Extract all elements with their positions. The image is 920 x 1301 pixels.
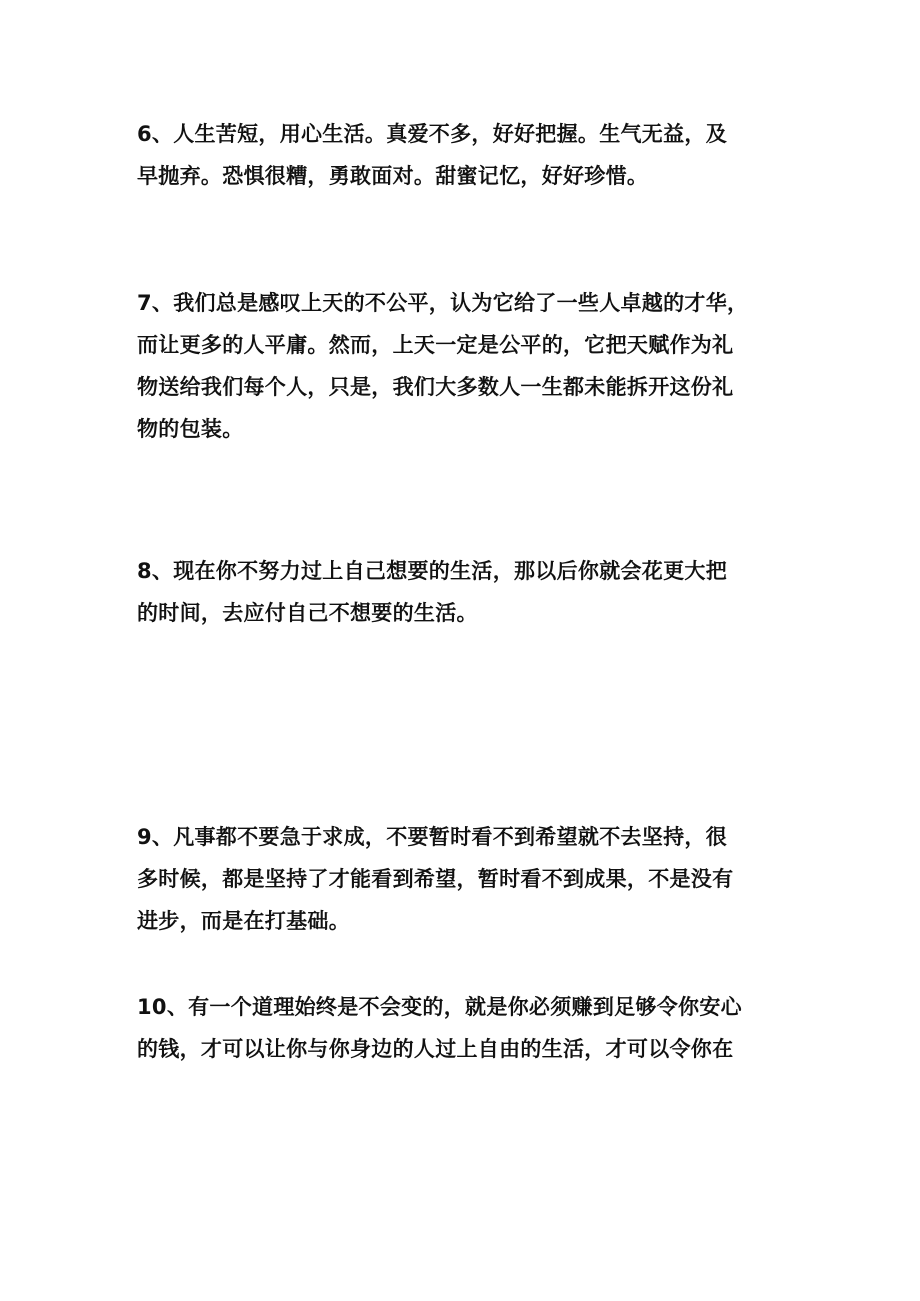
paragraph-line: 7、我们总是感叹上天的不公平，认为它给了一些人卓越的才华， (137, 291, 749, 315)
paragraph-line: 物送给我们每个人，只是，我们大多数人一生都未能拆开这份礼 (137, 375, 734, 399)
paragraph-line: 早抛弃。恐惧很糟，勇敢面对。甜蜜记忆，好好珍惜。 (137, 164, 649, 188)
paragraph-8 (137, 550, 792, 634)
paragraph-line: 6、人生苦短，用心生活。真爱不多，好好把握。生气无益，及 (137, 122, 728, 146)
paragraph-line: 的时间，去应付自己不想要的生活。 (137, 601, 478, 625)
paragraph-line: 进步，而是在打基础。 (137, 909, 350, 933)
paragraph-9 (137, 816, 792, 942)
paragraph-line: 多时候，都是坚持了才能看到希望，暂时看不到成果，不是没有 (137, 867, 734, 891)
paragraph-7 (137, 282, 792, 450)
paragraph-line: 10、有一个道理始终是不会变的，就是你必须赚到足够令你安心 (137, 995, 742, 1019)
paragraph-line: 9、凡事都不要急于求成，不要暂时看不到希望就不去坚持，很 (137, 825, 728, 849)
paragraph-line: 而让更多的人平庸。然而，上天一定是公平的，它把天赋作为礼 (137, 333, 734, 357)
paragraph-line: 8、现在你不努力过上自己想要的生活，那以后你就会花更大把 (137, 559, 728, 583)
paragraph-line: 物的包装。 (137, 417, 244, 441)
paragraph-10 (137, 986, 792, 1070)
paragraph-6 (137, 113, 792, 197)
paragraph-line: 的钱，才可以让你与你身边的人过上自由的生活，才可以令你在 (137, 1037, 734, 1061)
